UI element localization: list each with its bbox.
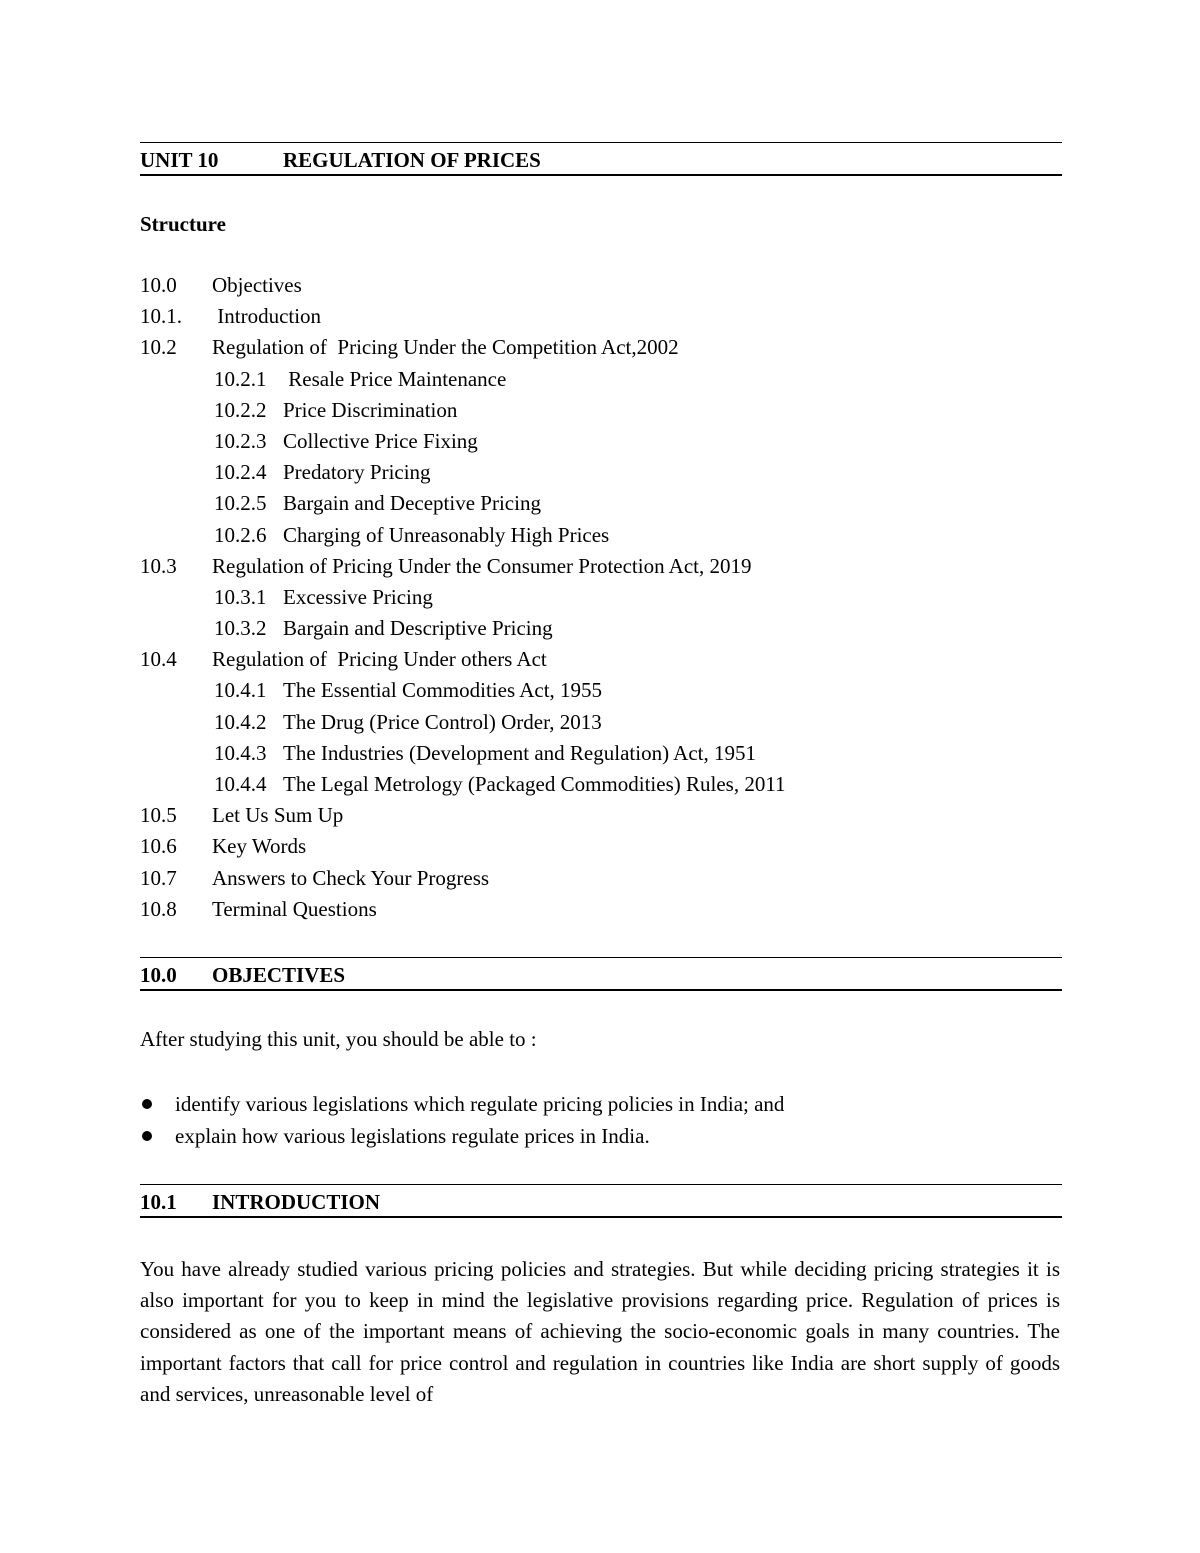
toc-label: The Legal Metrology (Packaged Commodities) Rules, 2011 (283, 772, 786, 796)
toc-number: 10.0 (140, 273, 177, 297)
toc-number: 10.2.1 (214, 366, 267, 391)
toc-label: Key Words (212, 834, 307, 859)
structure-label: Structure (140, 212, 226, 236)
bullet-text: explain how various legislations regulate prices in India. (175, 1124, 650, 1148)
toc-item (140, 272, 1062, 303)
toc-label: Let Us Sum Up (212, 803, 344, 828)
toc-item (140, 428, 1062, 459)
toc-item (140, 490, 1062, 521)
toc-item (140, 459, 1062, 490)
toc-item (140, 646, 1062, 677)
toc-number: 10.4.2 (214, 709, 267, 734)
introduction-title: INTRODUCTION (212, 1190, 381, 1214)
toc-item (140, 334, 1062, 365)
toc-item (140, 896, 1062, 927)
toc-item (140, 833, 1062, 864)
toc-number: 10.5 (140, 803, 177, 828)
toc-label: Terminal Questions (212, 896, 377, 921)
toc-item (140, 553, 1062, 584)
toc-number: 10.3.1 (214, 584, 267, 609)
toc-item (140, 397, 1062, 428)
toc-label: Introduction (212, 304, 322, 329)
introduction-number: 10.1 (140, 1190, 177, 1214)
toc-item (140, 677, 1062, 708)
toc-label: Answers to Check Your Progress (212, 865, 490, 890)
toc-label: Collective Price Fixing (283, 428, 478, 453)
toc-number: 10.8 (140, 896, 177, 921)
toc-number: 10.1. (140, 304, 182, 329)
toc-number: 10.4.4 (214, 772, 267, 796)
toc-number: 10.2 (140, 335, 177, 360)
toc-label: Bargain and Descriptive Pricing (283, 616, 553, 641)
toc-item (140, 709, 1062, 740)
toc-item (140, 303, 1062, 334)
unit-heading (140, 142, 1062, 176)
toc-number: 10.3 (140, 553, 177, 578)
toc-item (140, 522, 1062, 553)
structure-list (140, 272, 1062, 927)
toc-number: 10.2.2 (214, 397, 267, 422)
toc-label: Resale Price Maintenance (283, 366, 507, 391)
toc-item (140, 740, 1062, 771)
toc-number: 10.2.3 (214, 428, 267, 453)
toc-label: The Industries (Development and Regulation) Act, 1951 (283, 740, 756, 765)
toc-label: Objectives (212, 273, 302, 297)
toc-label: Bargain and Deceptive Pricing (283, 491, 541, 516)
toc-item (140, 865, 1062, 896)
toc-label: Excessive Pricing (283, 584, 433, 609)
toc-label: The Drug (Price Control) Order, 2013 (283, 709, 602, 734)
objectives-number: 10.0 (140, 963, 177, 987)
toc-label: Charging of Unreasonably High Prices (283, 522, 610, 547)
unit-number: UNIT 10 (140, 148, 219, 172)
toc-label: Regulation of Pricing Under the Competition Act,2002 (212, 335, 679, 360)
toc-item (140, 584, 1062, 615)
objectives-title: OBJECTIVES (212, 963, 346, 987)
toc-number: 10.6 (140, 834, 177, 859)
toc-number: 10.2.6 (214, 522, 267, 547)
toc-label: Regulation of Pricing Under others Act (212, 647, 547, 672)
unit-title: REGULATION OF PRICES (283, 148, 541, 172)
bullet-text: identify various legislations which regulate pricing policies in India; and (175, 1092, 785, 1116)
toc-number: 10.2.4 (214, 460, 267, 485)
bullet-icon (142, 1131, 152, 1141)
toc-label: Price Discrimination (283, 397, 458, 422)
toc-item (140, 615, 1062, 646)
bullet-icon (142, 1099, 152, 1109)
toc-item (140, 366, 1062, 397)
toc-number: 10.7 (140, 865, 177, 890)
toc-number: 10.4.1 (214, 678, 267, 703)
objectives-intro: After studying this unit, you should be able to : (140, 1027, 537, 1051)
toc-label: Regulation of Pricing Under the Consumer Protection Act, 2019 (212, 553, 752, 578)
toc-label: Predatory Pricing (283, 460, 431, 485)
toc-number: 10.3.2 (214, 616, 267, 641)
introduction-paragraph: You have already studied various pricing policies and strategies. But while deciding pricing strategies it is also important for you to keep in mind the legislative provisions regarding price. Regulation of prices is considered as one of the important means of achieving the socio-economic goals in many countries. The important factors that call for price control and regulation in countries like India are short supply of goods and services, unreasonable level of (140, 1257, 1060, 1406)
toc-number: 10.4.3 (214, 740, 267, 765)
toc-item (140, 802, 1062, 833)
introduction-heading (140, 1184, 1062, 1218)
toc-item (140, 771, 1062, 802)
toc-number: 10.4 (140, 647, 177, 672)
objectives-heading (140, 957, 1062, 991)
toc-number: 10.2.5 (214, 491, 267, 516)
toc-label: The Essential Commodities Act, 1955 (283, 678, 603, 703)
